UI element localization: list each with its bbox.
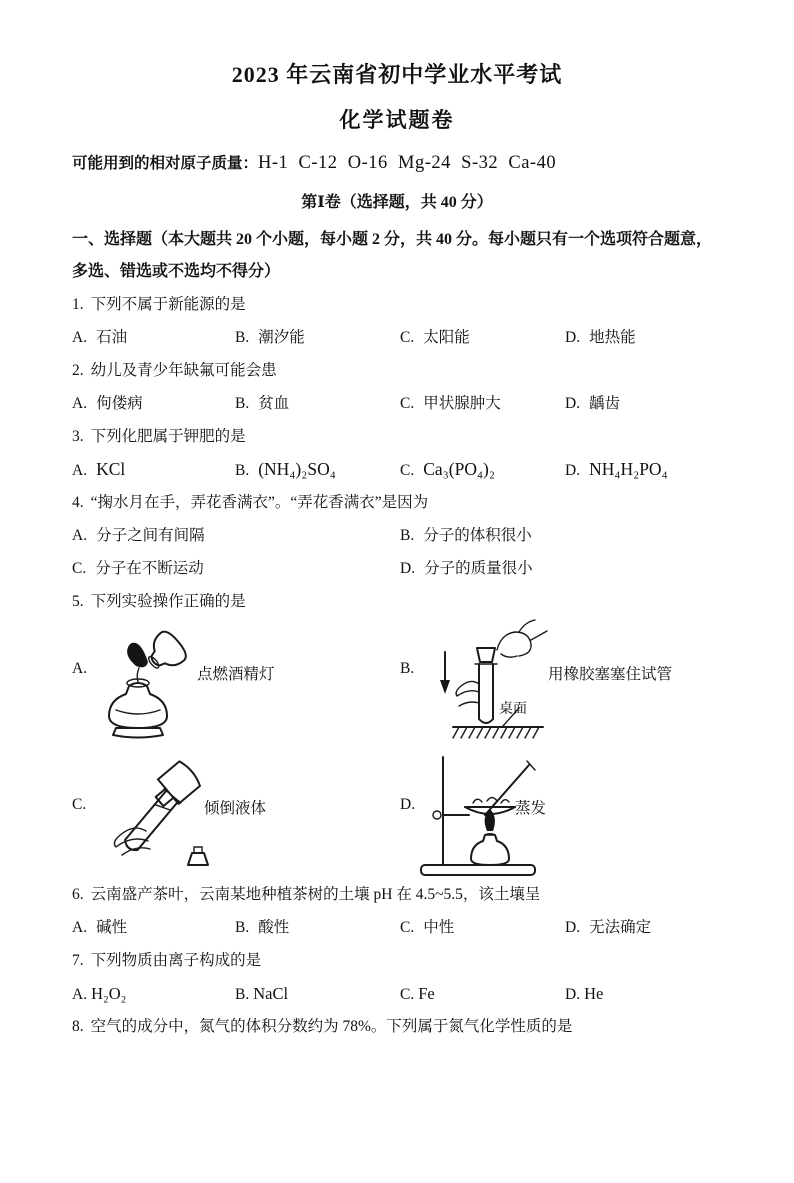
question-3-text: 下列化肥属于钾肥的是 [90, 428, 246, 445]
question-6-text: 云南盛产茶叶，云南某地种植茶树的土壤 pH 在 4.5~5.5，该土壤呈 [90, 886, 541, 903]
atomic-mass-line [72, 149, 722, 178]
q5-figure-d-label: D. [400, 796, 416, 813]
atomic-mass-label: 可能用到的相对原子质量： [72, 155, 259, 172]
question-6 [72, 878, 722, 911]
q4-option-d: D. 分子的质量很小 [400, 560, 533, 577]
q5-figure-b-annotation: 桌面 [499, 702, 527, 717]
question-3 [72, 420, 722, 453]
q4-option-b: B. 分子的体积很小 [400, 527, 532, 544]
instructions-line-1: 一、选择题（本大题共 20 个小题，每小题 2 分，共 40 分。每小题只有一个选项符合题意， [72, 231, 713, 248]
q2-option-b: B. 贫血 [235, 395, 290, 412]
q6-option-a: A. 碱性 [72, 919, 128, 936]
question-4-number: 4. [72, 494, 84, 511]
exam-page [0, 60, 794, 1183]
question-4 [72, 486, 722, 519]
question-1-options [72, 321, 722, 354]
rubber-stopper-test-tube-figure [415, 612, 565, 752]
question-2 [72, 354, 722, 387]
question-5 [72, 585, 722, 618]
question-7-options [72, 977, 722, 1010]
q5-figure-a-label: A. [72, 660, 88, 677]
section-header: 第Ⅰ卷（选择题，共 40 分） [301, 194, 493, 211]
question-3-number: 3. [72, 428, 84, 445]
q6-option-b: B. 酸性 [235, 919, 290, 936]
question-5-figures [0, 618, 794, 878]
question-8-number: 8. [72, 1018, 84, 1035]
question-7-number: 7. [72, 952, 84, 969]
q6-option-c: C. 中性 [400, 919, 455, 936]
q1-option-b: B. 潮汐能 [235, 329, 305, 346]
q1-option-c: C. 太阳能 [400, 329, 470, 346]
q3-option-d: D. NH₄H₂PO₄ [565, 459, 668, 479]
q6-option-d: D. 无法确定 [565, 919, 652, 936]
q5-figure-d-caption: 蒸发 [515, 800, 547, 817]
instructions-line-2: 多选、错选或不选均不得分） [72, 263, 281, 280]
question-1 [72, 288, 722, 321]
q2-option-d: D. 龋齿 [565, 395, 621, 412]
question-5-text: 下列实验操作正确的是 [90, 593, 246, 610]
q2-option-c: C. 甲状腺肿大 [400, 395, 501, 412]
q5-figure-a-caption: 点燃酒精灯 [197, 666, 275, 683]
q5-figure-b-label: B. [400, 660, 415, 677]
question-1-number: 1. [72, 296, 84, 313]
question-1-text: 下列不属于新能源的是 [90, 296, 246, 313]
q1-option-a: A. 石油 [72, 329, 128, 346]
q7-option-c: C. Fe [400, 984, 435, 1003]
question-5-number: 5. [72, 593, 84, 610]
question-7 [72, 944, 722, 977]
q5-figure-c-caption: 倾倒液体 [204, 800, 267, 817]
question-6-options [72, 911, 722, 944]
question-6-number: 6. [72, 886, 84, 903]
question-2-text: 幼儿及青少年缺氟可能会患 [90, 362, 277, 379]
question-4-text: “掬水月在手，弄花香满衣”。“弄花香满衣”是因为 [90, 494, 429, 511]
q7-option-a: A. H₂O₂ [72, 984, 127, 1003]
pouring-liquid-figure [88, 747, 223, 875]
q5-figure-b-caption: 用橡胶塞塞住试管 [548, 666, 673, 683]
q4-option-a: A. 分子之间有间隔 [72, 527, 205, 544]
q5-figure-c-label: C. [72, 796, 87, 813]
q2-option-a: A. 佝偻病 [72, 395, 143, 412]
q7-option-d: D. He [565, 984, 604, 1003]
question-8-text: 空气的成分中，氮气的体积分数约为 78%。下列属于氮气化学性质的是 [90, 1018, 573, 1035]
q7-option-b: B. NaCl [235, 984, 289, 1003]
q3-option-a: A. KCl [72, 459, 126, 479]
atomic-mass-values: H-1 C-12 O-16 Mg-24 S-32 Ca-40 [258, 153, 557, 173]
question-8 [72, 1010, 722, 1043]
question-3-options [72, 453, 722, 486]
lighting-alcohol-lamp-figure [92, 618, 202, 746]
page-subtitle: 化学试题卷 [339, 108, 455, 132]
q1-option-d: D. 地热能 [565, 329, 636, 346]
question-4-options-row-2 [72, 552, 722, 585]
q3-option-b: B. (NH₄)₂SO₄ [235, 459, 336, 479]
question-2-number: 2. [72, 362, 84, 379]
page-title: 2023 年云南省初中学业水平考试 [231, 62, 563, 87]
question-2-options [72, 387, 722, 420]
question-7-text: 下列物质由离子构成的是 [90, 952, 262, 969]
question-4-options-row-1 [72, 519, 722, 552]
q4-option-c: C. 分子在不断运动 [72, 560, 204, 577]
q3-option-c: C. Ca₃(PO₄)₂ [400, 459, 495, 479]
